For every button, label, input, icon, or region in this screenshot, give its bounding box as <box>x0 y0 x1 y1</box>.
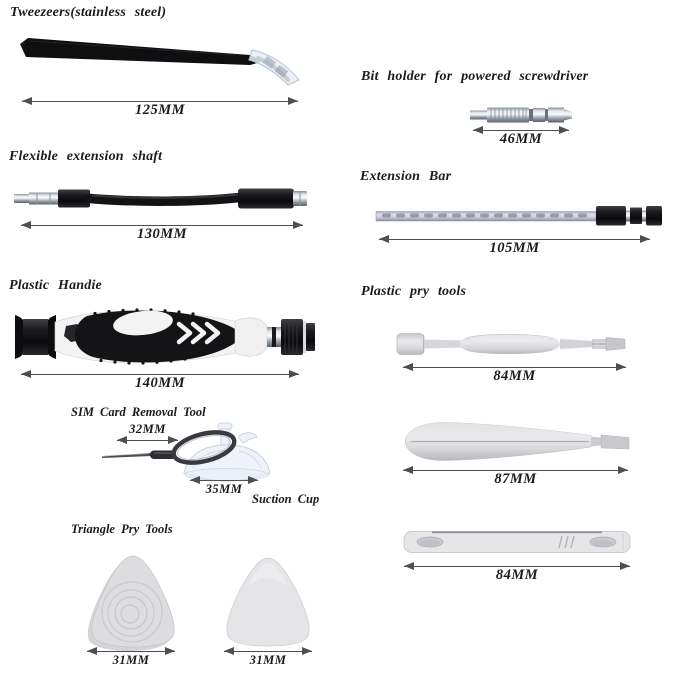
extension-bar-label: Extension Bar <box>360 169 452 184</box>
triangle-pick-right-dimension-arrow <box>224 651 312 652</box>
flexible-shaft-image <box>12 180 308 218</box>
suction-cup-dimension: 35MM <box>205 482 243 496</box>
flat-pry-tool-image <box>399 418 631 466</box>
sim-eject-pin-image <box>100 432 240 468</box>
flexible-shaft-label: Flexible extension shaft <box>9 149 163 164</box>
extension-bar-dimension: 105MM <box>489 240 540 256</box>
flat-pry-tool-dimension: 87MM <box>494 471 537 487</box>
tweezers-image <box>18 28 310 86</box>
plastic-handle-dimension: 140MM <box>134 375 186 391</box>
pry-bar-dimension: 84MM <box>495 567 539 583</box>
bit-holder-image <box>468 103 574 127</box>
spudger-dimension: 84MM <box>493 368 536 384</box>
flexible-shaft-dimension: 130MM <box>136 226 188 242</box>
triangle-pick-left-dimension-arrow <box>87 651 175 652</box>
triangle-pick-right-dimension: 31MM <box>249 653 287 667</box>
extension-bar-image <box>374 201 662 229</box>
bit-holder-label: Bit holder for powered screwdriver <box>361 69 589 84</box>
pry-bar-image <box>402 526 634 558</box>
plastic-handle-label: Plastic Handie <box>9 278 102 293</box>
suction-cup-label: Suction Cup <box>252 492 320 506</box>
triangle-pick-left-dimension: 31MM <box>112 653 150 667</box>
triangle-pick-ridged-image <box>84 552 180 651</box>
plastic-handle-image <box>13 303 315 371</box>
sim-tool-label: SIM Card Removal Tool <box>71 405 206 419</box>
triangle-picks-label: Triangle Pry Tools <box>71 522 173 536</box>
pry-tools-label: Plastic pry tools <box>361 284 467 299</box>
sim-pin-dimension: 32MM <box>129 422 166 436</box>
suction-cup-dimension-arrow <box>190 480 258 481</box>
tweezers-dimension: 125MM <box>134 102 186 118</box>
tweezers-label: Tweezeers(stainless steel) <box>10 5 167 20</box>
triangle-pick-plain-image <box>221 555 315 648</box>
spudger-image <box>396 328 627 360</box>
bit-holder-dimension: 46MM <box>499 131 543 147</box>
